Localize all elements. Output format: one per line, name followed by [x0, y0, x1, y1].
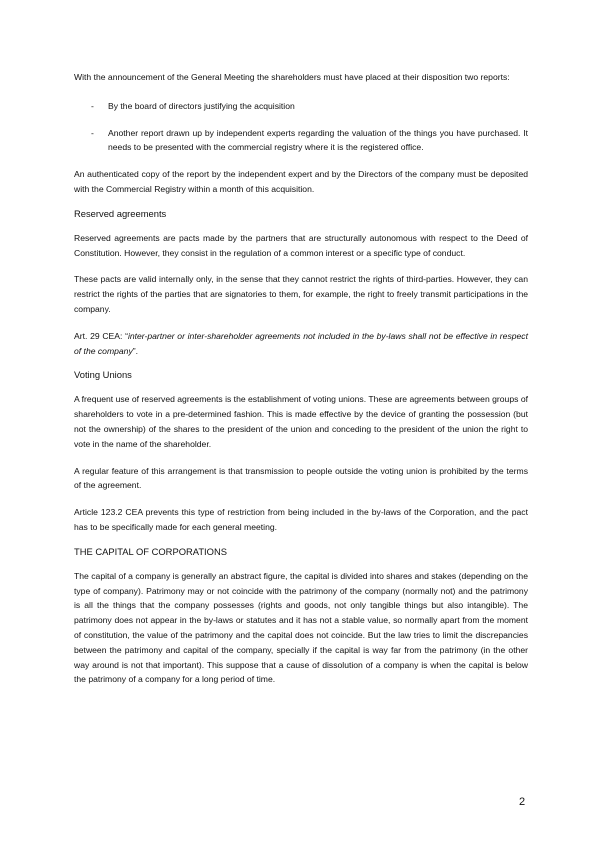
- paragraph-pacts-validity: These pacts are valid internally only, in the sense that they cannot restrict the rights of third-parties. However, they can restrict the rights of the parties that are signatories to them, for example, the right to freely transmit participations in the company.: [74, 274, 528, 314]
- paragraph-reserved-definition: Reserved agreements are pacts made by the partners that are structurally autonomous with respect to the Deed of Constitution. However, they consist in the regulation of a common interest or a specific type of conduct.: [74, 232, 528, 258]
- list-item-board-report: [74, 99, 528, 114]
- list-item-text: Another report drawn up by independent experts regarding the valuation of the things you have purchased. It needs to be presented with the commercial registry where it is the registered office.: [108, 127, 528, 153]
- paragraph-voting-unions: A frequent use of reserved agreements is the establishment of voting unions. These are agreements between groups of shareholders to vote in a pre-determined fashion. This is made effective by the device of granting the possession (but not the ownership) of the shares to the president of the union and conceding to the president of the union the right to vote in the name of the shareholder.: [74, 394, 528, 449]
- paragraph-article-123: Article 123.2 CEA prevents this type of restriction from being included in the by-laws of the Corporation, and the pact has to be specifically made for each general meeting.: [74, 507, 528, 532]
- dash-bullet: -: [91, 100, 94, 111]
- paragraph-capital: The capital of a company is generally an abstract figure, the capital is divided into shares and stakes (depending on the type of company). Patrimony may or not coincide with the patrimony of the company (normally not) and the patrimony is all the things that the company possesses (rights and goods, not only tangible things but also intangible). The patrimony does not appear in the by-laws or statutes and it has not a stable value, so normally apart from the moment of constitution, the value of the patrimony and the capital does not coincide. But the law tries to limit the discrepancies between the patrimony and capital of the company, specially if the capital is way far from the patrimony (in the other way around is not that important). This suppose that a cause of dissolution of a company is when the capital is below the patrimony of a company for a long period of time.: [74, 570, 528, 685]
- paragraph-art29: [74, 329, 528, 359]
- dash-bullet: -: [91, 127, 94, 138]
- paragraph-transmission: A regular feature of this arrangement is that transmission to people outside the voting union is prohibited by the terms of the agreement.: [74, 465, 528, 491]
- paragraph-reports-intro: With the announcement of the General Meeting the shareholders must have placed at their disposition two reports:: [74, 72, 510, 82]
- heading-reserved-agreements: Reserved agreements: [74, 207, 167, 219]
- heading-capital-of-corporations: THE CAPITAL OF CORPORATIONS: [74, 545, 227, 557]
- page-content: [74, 70, 528, 687]
- art29-suffix: ”.: [132, 345, 139, 356]
- list-item-text: By the board of directors justifying the acquisition: [108, 100, 295, 111]
- reports-list: [74, 99, 528, 155]
- art29-prefix: Art. 29 CEA: “: [74, 330, 128, 341]
- paragraph-authenticated-copy: An authenticated copy of the report by the independent expert and by the Directors of the company must be deposited with the Commercial Registry within a month of this acquisition.: [74, 169, 528, 194]
- page-number: 2: [519, 796, 526, 808]
- art29-quote: inter-partner or inter-shareholder agreements not included in the by-laws shall not be effective in respect of the company: [74, 330, 528, 356]
- list-item-expert-report: [74, 126, 528, 156]
- heading-voting-unions: Voting Unions: [74, 369, 132, 381]
